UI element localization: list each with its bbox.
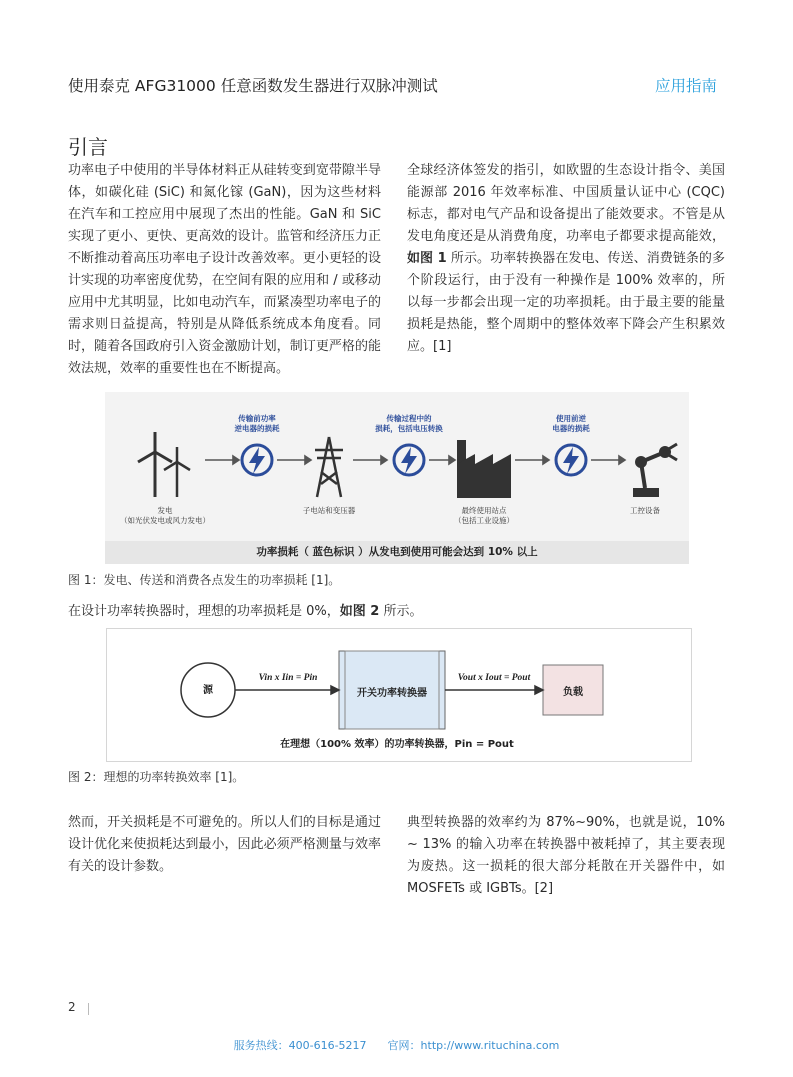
- wind-turbine-icon: [138, 432, 190, 497]
- load-label: 负载: [563, 687, 583, 698]
- stage-label-end-use: 最终使用站点 （包括工业设施）: [454, 506, 514, 525]
- figure-1-caption: 图 1：发电、传送和消费各点发生的功率损耗 [1]。: [68, 573, 341, 587]
- footer: [0, 1037, 793, 1053]
- bottom-paragraph-right: 典型转换器的效率约为 87%~90%，也就是说，10% ~ 13% 的输入功率在转换器中被耗掉了，其主要表现为废热。这一损耗的很大部分耗散在开关器件中，如 MOSFETs 或 IGBTs。[2]: [407, 815, 725, 896]
- power-tower-icon: [315, 437, 343, 497]
- figure-2: [106, 628, 692, 762]
- output-power-formula: Vout x Iout = Pout: [457, 673, 531, 683]
- figure-1-banner: 功率损耗（ 蓝色标识 ）从发电到使用可能会达到 10% 以上: [105, 541, 689, 564]
- loss-label-3: 使用前逆 电器的损耗: [552, 414, 590, 433]
- converter-label: 开关功率转换器: [357, 688, 427, 699]
- factory-icon: [457, 440, 511, 498]
- figure-2-intro: [68, 601, 728, 623]
- page-number: 2: [68, 1000, 76, 1014]
- intro-right-text-1: 全球经济体签发的指引，如欧盟的生态设计指令、美国能源部 2016 年效率标准、中国质量认证中心 (CQC) 标志，都对电气产品和设备提出了能效要求。不管是从发电角度还是从消费角度，功率电子都要求提高能效，: [407, 163, 725, 244]
- document-type-tag: 应用指南: [654, 77, 717, 95]
- bottom-paragraph-left: 然而，开关损耗是不可避免的。所以人们的目标是通过设计优化来使损耗达到最小，因此必须严格测量与效率有关的设计参数。: [68, 815, 381, 874]
- source-label: 源: [203, 685, 213, 696]
- intro-paragraph-left: 功率电子中使用的半导体材料正从硅转变到宽带隙半导体，如碳化硅 (SiC) 和氮化镓 (GaN)，因为这些材料在汽车和工控应用中展现了杰出的性能。GaN 和 SiC 实现了更小、更快、更高效的设计。监管和经济压力正不断推动着高压功率电子设计改善效率。更小更轻的设计实现的功率密度优势，在空间有限的应用和 / 或移动应用中尤其明显，比如电动汽车，而紧凑型功率电子的需求则日益提高，特别是从降低系统成本角度看。同时，随着各国政府引入资金激励计划，制订更严格的能效法规，效率的重要性也在不断提高。: [68, 163, 381, 376]
- document-title: 使用泰克 AFG31000 任意函数发生器进行双脉冲测试: [68, 77, 438, 95]
- intro-paragraph-right: [407, 160, 725, 358]
- figure-1: [105, 392, 689, 564]
- loss-label-2: 传输过程中的 损耗，包括电压转换: [375, 414, 443, 433]
- stage-label-industrial-equipment: 工控设备: [630, 506, 660, 515]
- intro-right-text-2: 所示。功率转换器在发电、传送、消费链条的多个阶段运行，由于没有一种操作是 100% 效率的，所以每一步都会出现一定的功率损耗。由于最主要的能量损耗是热能，整个周期中的整体效率下降会产生积累效应。[1]: [407, 251, 725, 354]
- figure-2-subtitle: 在理想（100% 效率）的功率转换器，Pin = Pout: [280, 739, 514, 750]
- figure-2-intro-text-2: 所示。: [379, 604, 423, 619]
- stage-label-generation: 发电 （如光伏发电或风力发电）: [120, 506, 210, 525]
- figure2-reference[interactable]: 如图 2: [339, 604, 380, 619]
- page-number-divider: [88, 1003, 89, 1015]
- figure1-reference[interactable]: 如图 1: [407, 251, 447, 266]
- stage-label-substation: 子电站和变压器: [302, 506, 356, 515]
- input-power-formula: Vin x Iin = Pin: [258, 673, 318, 683]
- figure-2-intro-text-1: 在设计功率转换器时，理想的功率损耗是 0%，: [68, 604, 340, 619]
- robot-arm-icon: [633, 444, 677, 497]
- loss-label-1: 传输前功率 逆电器的损耗: [234, 414, 280, 433]
- section-title: 引言: [68, 135, 108, 159]
- footer-hotline: 服务热线：400-616-5217: [233, 1039, 367, 1052]
- figure-2-caption: 图 2：理想的功率转换效率 [1]。: [68, 770, 245, 784]
- footer-website[interactable]: 官网：http://www.rituchina.com: [387, 1039, 560, 1052]
